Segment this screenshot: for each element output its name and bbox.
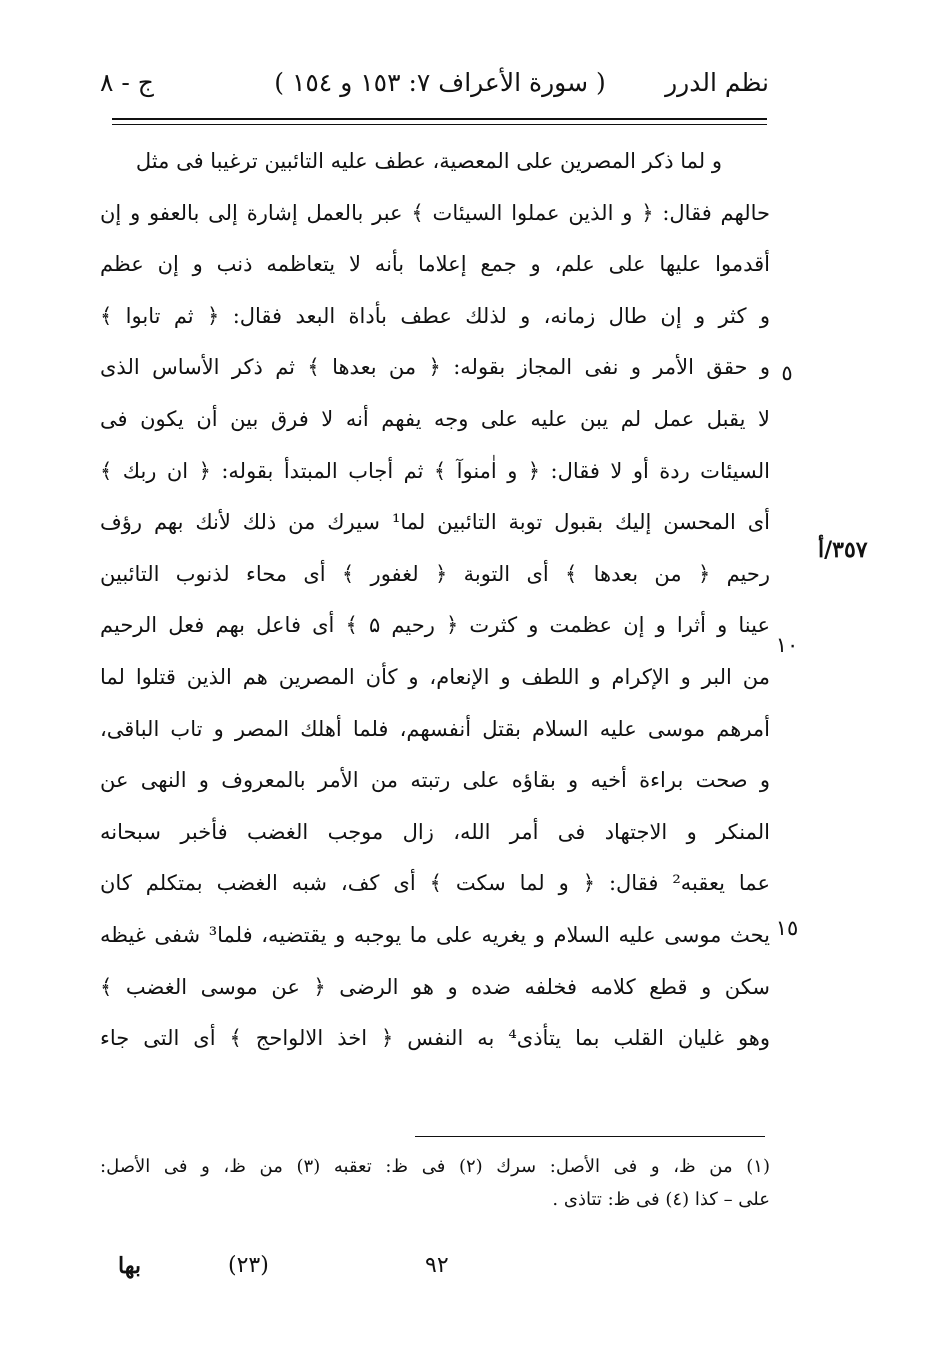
header-rule-thin (112, 124, 767, 125)
line-number-10: ١٠ (775, 633, 799, 657)
text-line: المنكر و الاجتهاد فى أمر الله، زال موجب الغضب فأخبر سبحانه (100, 819, 770, 844)
footnote-rule (415, 1136, 765, 1137)
footnote-line: على – كذا (٤) فى ظ: تتاذى . (552, 1189, 770, 1210)
text-line: و لما ذكر المصرين على المعصية، عطف عليه التائبين ترغيبا فى مثل (135, 149, 722, 173)
text-line: و حقق الأمر و نفى المجاز بقوله: ﴿ من بعدها ﴾ ثم ذكر الأساس الذى (100, 355, 770, 380)
text-line: من البر و الإكرام و اللطف و الإنعام، و كأن المصرين هم الذين قتلوا لما (100, 664, 770, 689)
text-line: و صحت براءة أخيه و بقاؤه على رتبته من الأمر بالمعروف و النهى عن (100, 768, 770, 793)
text-line: وهو غليان القلب بما يتأذى⁴ به النفس ﴿ اخذ الالواحج ﴾ أى التى جاء (100, 1026, 770, 1051)
line-number-5: ٥ (781, 361, 793, 385)
footnote-line: (١) من ظ، و فى الأصل: سرك (٢) فى ظ: تعقبه (٣) من ظ، و فى الأصل: (100, 1156, 770, 1177)
body-text (100, 136, 770, 1065)
text-line: أقدموا عليها على علم، و جمع إعلاما بأنه لا يتعاظمه ذنب و إن عظم (100, 252, 770, 277)
surah-reference: ( سورة الأعراف ٧: ١٥٣ و ١٥٤ ) (274, 68, 606, 97)
catchword: بها (118, 1253, 141, 1279)
footnotes (100, 1150, 770, 1216)
text-line: السيئات ردة أو لا فقال: ﴿ و اٰمنوآ ﴾ ثم أجاب المبتدأ بقوله: ﴿ ان ربك ﴾ (100, 458, 770, 483)
line-number-15: ١٥ (775, 916, 799, 940)
text-line: يحث موسى عليه السلام و يغريه على ما يوجبه و يقتضيه، فلما³ شفى غيظه (100, 922, 770, 947)
text-line: رحيم ﴿ من بعدها ﴾ أى التوبة ﴿ لغفور ﴾ أى محاء لذنوب التائبين (100, 561, 770, 586)
text-line: حالهم فقال: ﴿ و الذين عملوا السيئات ﴾ عبر بالعمل إشارة إلى بالعفو و إن (100, 200, 770, 225)
text-line: سكن و قطع كلامه فخلفه ضده و هو الرضى ﴿ عن موسى الغضب ﴾ (100, 974, 770, 999)
margin-folio-note: ٣٥٧/أ (818, 537, 868, 563)
page-number: ٩٢ (425, 1253, 449, 1278)
book-title: نظم الدرر (665, 68, 769, 97)
text-line: و كثر و إن طال زمانه، و لذلك عطف بأداة البعد فقال: ﴿ ثم تابوا ﴾ (100, 303, 770, 328)
header-rule-thick (112, 118, 767, 120)
text-line: عما يعقبه² فقال: ﴿ و لما سكت ﴾ أى كف، شبه الغضب بمتكلم كان (100, 871, 770, 896)
signature-mark: (٢٣) (228, 1253, 269, 1278)
text-line: أمرهم موسى عليه السلام بقتل أنفسهم، فلما أهلك المصر و تاب الباقى، (100, 716, 770, 741)
text-line: أى المحسن إليك بقبول توبة التائبين لما¹ سيرك من ذلك لأنك بهم رؤف (100, 510, 770, 535)
text-line: لا يقبل عمل لم يبن عليه على وجه يفهم أنه لا فرق بين أن يكون فى (100, 406, 770, 431)
text-line: عينا و أثرا و إن عظمت و كثرت ﴿ رحيم ۵ ﴾ أى فاعل بهم فعل الرحيم (100, 613, 770, 638)
volume-number: ج - ٨ (100, 68, 154, 97)
